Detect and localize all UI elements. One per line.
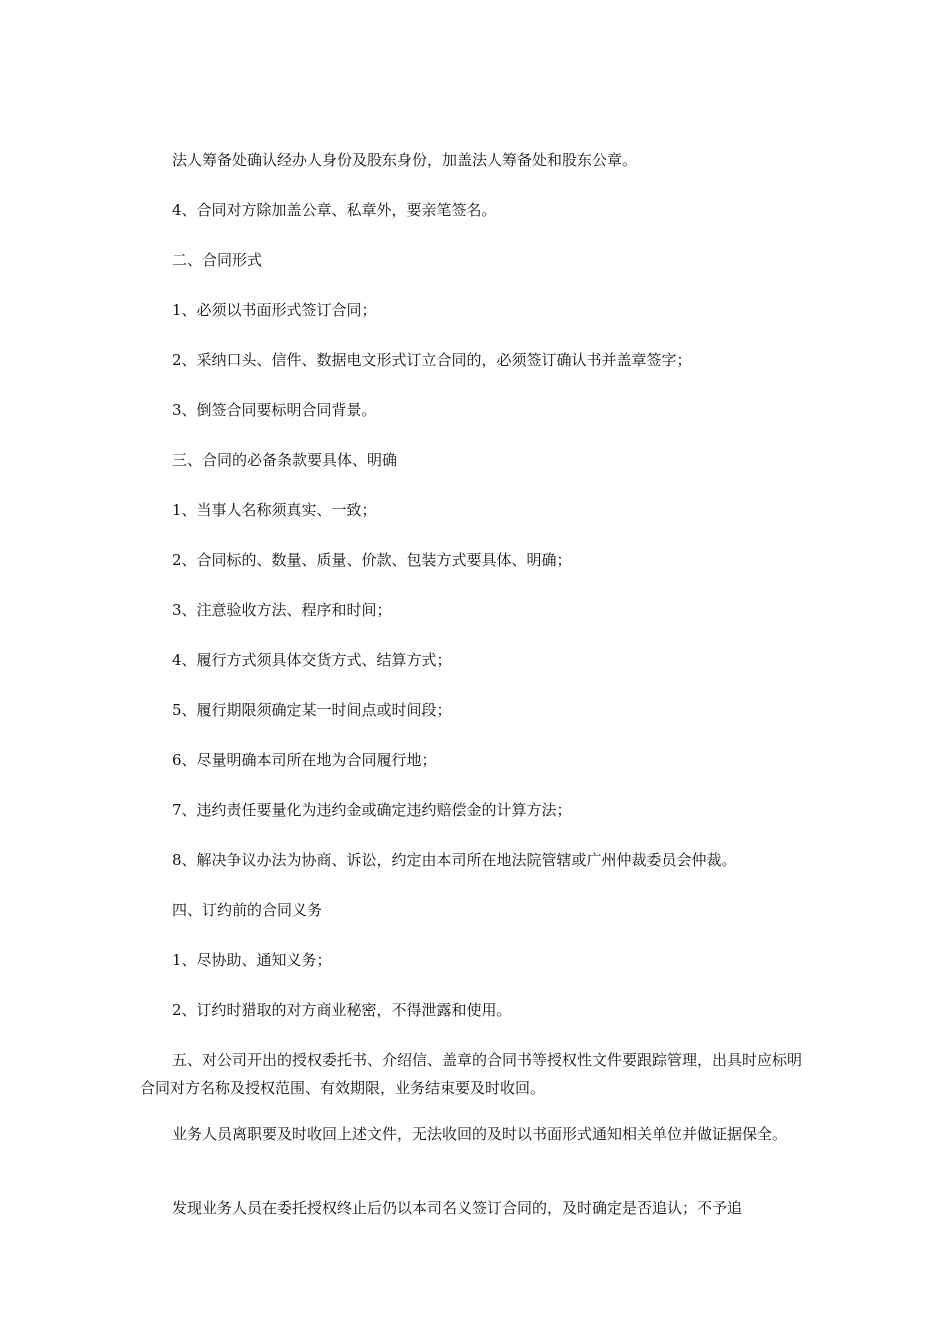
section-heading: 二、合同形式: [172, 251, 263, 269]
paragraph: 发现业务人员在委托授权终止后仍以本司名义签订合同的，及时确定是否追认；不予追: [172, 1199, 743, 1217]
paragraph: 1、当事人名称须真实、一致；: [172, 501, 377, 519]
section-heading: 五、对公司开出的授权委托书、介绍信、盖章的合同书等授权性文件要跟踪管理，出具时应标明合同对方名称及授权范围、有效期限，业务结束要及时收回。: [140, 1051, 803, 1097]
paragraph: 业务人员离职要及时收回上述文件，无法收回的及时以书面形式通知相关单位并做证据保全。: [172, 1125, 788, 1143]
paragraph: 3、倒签合同要标明合同背景。: [172, 401, 377, 419]
section-heading: 三、合同的必备条款要具体、明确: [172, 451, 398, 469]
paragraph: 2、采纳口头、信件、数据电文形式订立合同的，必须签订确认书并盖章签字；: [172, 351, 692, 369]
paragraph: 4、合同对方除加盖公章、私章外，要亲笔签名。: [172, 201, 497, 219]
paragraph: 4、履行方式须具体交货方式、结算方式；: [172, 651, 452, 669]
paragraph: 2、订约时猎取的对方商业秘密，不得泄露和使用。: [172, 1001, 512, 1019]
paragraph: 3、注意验收方法、程序和时间；: [172, 601, 392, 619]
paragraph: 1、必须以书面形式签订合同；: [172, 301, 377, 319]
section-heading: 四、订约前的合同义务: [172, 901, 323, 919]
paragraph: 8、解决争议办法为协商、诉讼，约定由本司所在地法院管辖或广州仲裁委员会仲裁。: [172, 851, 737, 869]
paragraph: 5、履行期限须确定某一时间点或时间段；: [172, 701, 452, 719]
paragraph: 1、尽协助、通知义务；: [172, 951, 332, 969]
paragraph: 6、尽量明确本司所在地为合同履行地；: [172, 751, 437, 769]
paragraph: 7、违约责任要量化为违约金或确定违约赔偿金的计算方法；: [172, 801, 572, 819]
paragraph: 法人筹备处确认经办人身份及股东身份，加盖法人筹备处和股东公章。: [172, 151, 638, 169]
paragraph: 2、合同标的、数量、质量、价款、包装方式要具体、明确；: [172, 551, 572, 569]
